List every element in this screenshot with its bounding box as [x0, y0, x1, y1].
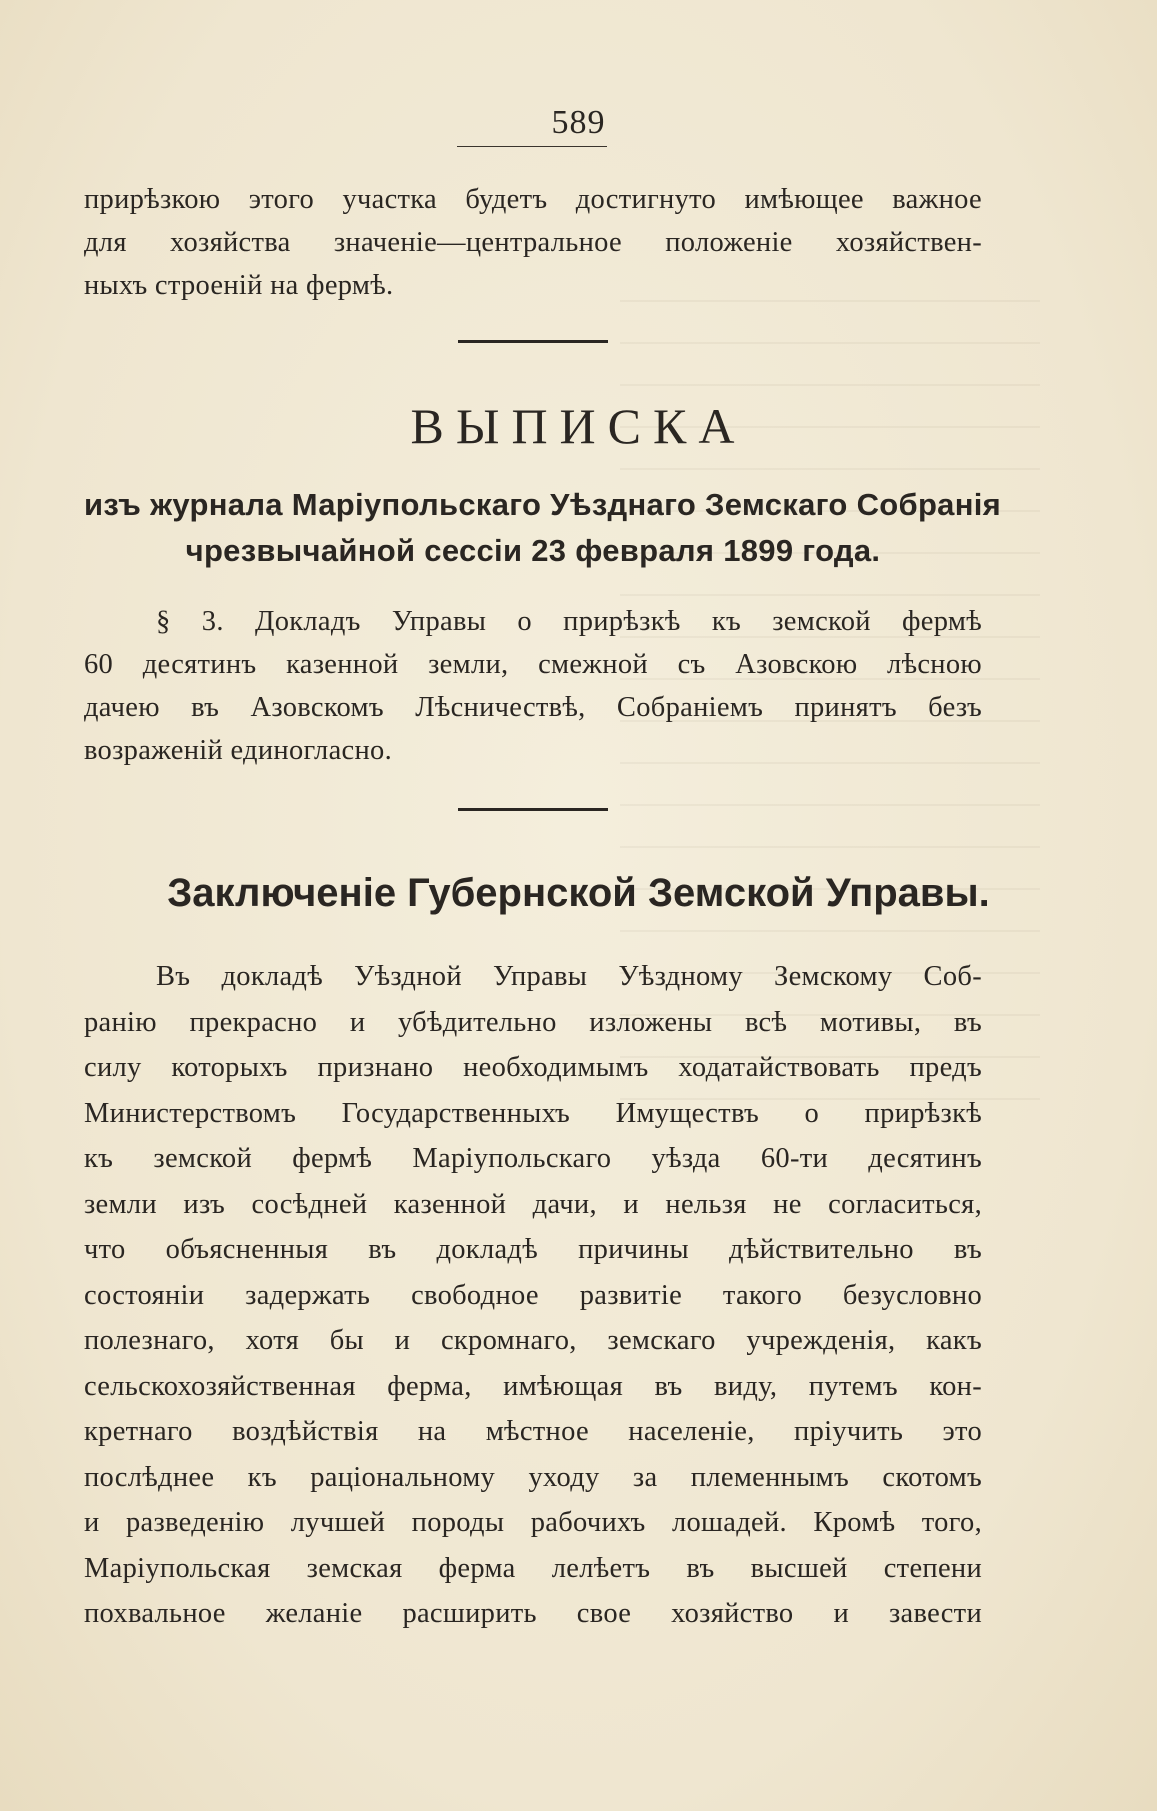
- text-line: кретнаго воздѣйствія на мѣстное населеніе, пріучить это: [84, 1416, 982, 1447]
- text-line: для хозяйства значеніе—центральное положеніе хозяйствен-: [84, 227, 982, 258]
- text-line: къ земской фермѣ Маріупольскаго уѣзда 60-ти десятинъ: [84, 1143, 982, 1174]
- text-line: земли изъ сосѣдней казенной дачи, и нельзя не согласиться,: [84, 1188, 982, 1220]
- text-line: состояніи задержать свободное развитіе такого безусловно: [84, 1279, 982, 1311]
- extract-subheading: [84, 482, 1002, 574]
- text-line: ныхъ строеній на фермѣ.: [84, 270, 394, 301]
- text-line: полезнаго, хотя бы и скромнаго, земскаго учрежденія, какъ: [84, 1325, 982, 1356]
- conclusion-paragraph: [84, 954, 982, 1637]
- text-line: Министерствомъ Государственныхъ Имуществъ о прирѣзкѣ: [84, 1097, 982, 1129]
- text-line: ранію прекрасно и убѣдительно изложены всѣ мотивы, въ: [84, 1006, 982, 1038]
- extract-heading: ВЫПИСКА: [410, 398, 747, 454]
- separator-rule: [458, 808, 608, 811]
- text-line: силу которыхъ признано необходимымъ ходатайствовать предъ: [84, 1052, 982, 1083]
- intro-paragraph: [84, 178, 982, 307]
- page-number: 589: [551, 104, 606, 141]
- text-line: и разведенію лучшей породы рабочихъ лошадей. Кромѣ того,: [84, 1507, 982, 1538]
- subheading-line: изъ журнала Маріупольскаго Уѣзднаго Земскаго Собранія: [84, 487, 1002, 522]
- text-line: что объясненныя въ докладѣ причины дѣйствительно въ: [84, 1234, 982, 1265]
- text-line: 60 десятинъ казенной земли, смежной съ Азовскою лѣсною: [84, 649, 982, 680]
- text-line: дачею въ Азовскомъ Лѣсничествѣ, Собраніемъ принятъ безъ: [84, 692, 982, 723]
- section-paragraph: [84, 600, 982, 772]
- text-line: прирѣзкою этого участка будетъ достигнуто имѣющее важное: [84, 184, 982, 215]
- subheading-line: чрезвычайной сессіи 23 февраля 1899 года.: [185, 533, 881, 568]
- text-line: послѣднее къ раціональному уходу за племеннымъ скотомъ: [84, 1461, 982, 1493]
- conclusion-title: Заключеніе Губернской Земской Управы.: [167, 871, 990, 915]
- text-line: похвальное желаніе расширить свое хозяйство и завести: [84, 1598, 982, 1629]
- separator-rule: [458, 340, 608, 343]
- text-line: § 3. Докладъ Управы о прирѣзкѣ къ земской фермѣ: [156, 606, 982, 637]
- text-line: Маріупольская земская ферма лелѣетъ въ высшей степени: [84, 1552, 982, 1584]
- text-line: Въ докладѣ Уѣздной Управы Уѣздному Земскому Соб-: [156, 961, 982, 992]
- text-line: возраженій единогласно.: [84, 735, 393, 766]
- page-number-rule: [457, 146, 607, 147]
- text-line: сельскохозяйственная ферма, имѣющая въ виду, путемъ кон-: [84, 1370, 982, 1402]
